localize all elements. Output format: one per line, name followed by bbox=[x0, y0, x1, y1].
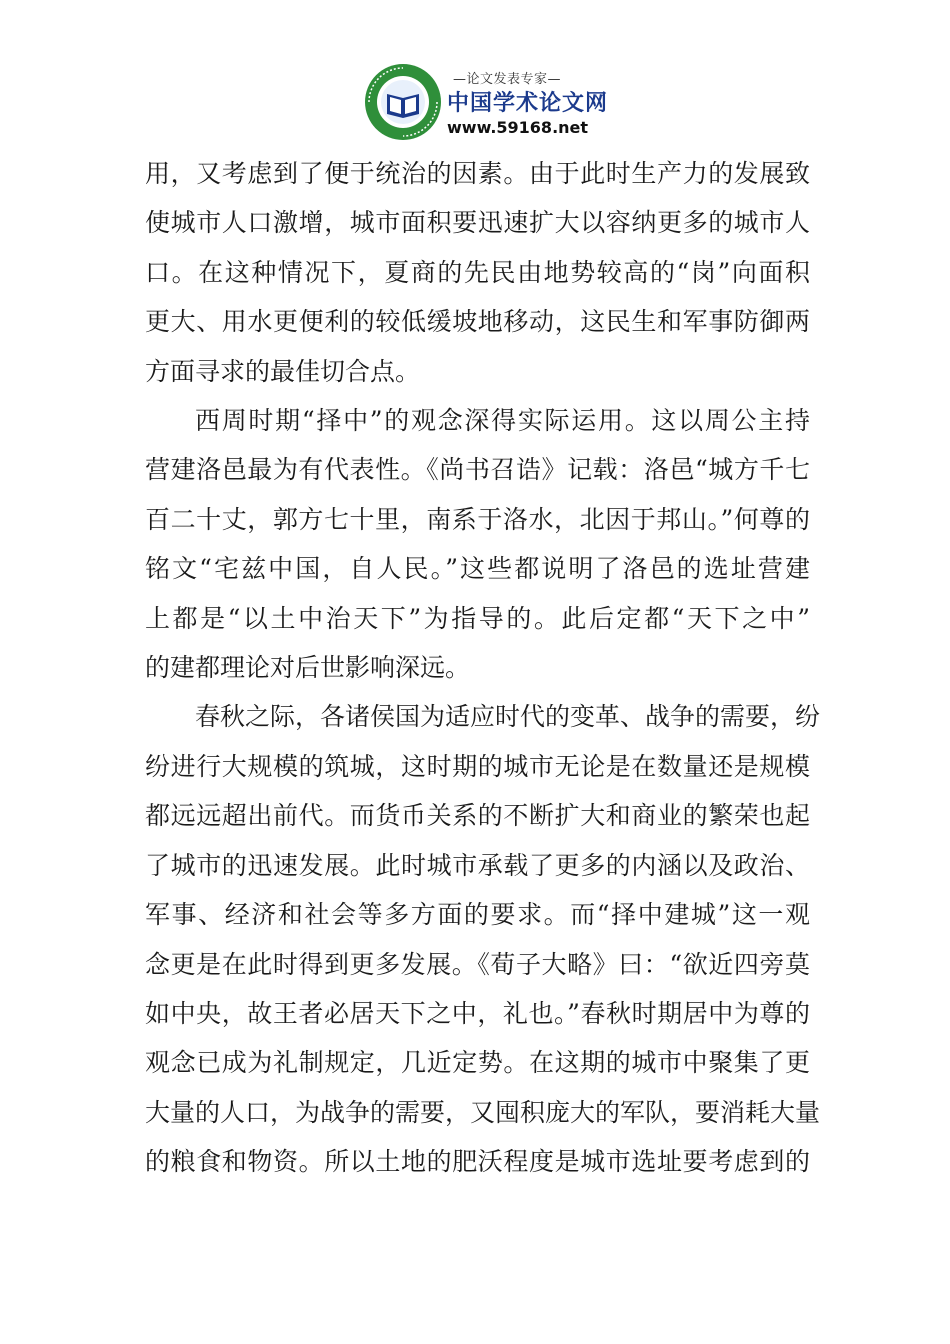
text-line: 百二十丈，郭方七十里，南系于洛水，北因于邦山。”何尊的 bbox=[145, 504, 810, 534]
document-body bbox=[145, 149, 821, 1187]
text-line: 口。在这种情况下，夏商的先民由地势较高的“岗”向面积 bbox=[145, 257, 810, 287]
book-globe-logo-icon bbox=[363, 62, 443, 142]
text-line: 上都是“以土中治天下”为指导的。此后定都“天下之中” bbox=[145, 603, 810, 633]
text-line: 春秋之际，各诸侯国为适应时代的变革、战争的需要，纷 bbox=[195, 702, 821, 732]
paragraph-1 bbox=[145, 149, 810, 396]
paragraph-3 bbox=[145, 692, 821, 1186]
text-line: 纷进行大规模的筑城，这时期的城市无论是在数量还是规模 bbox=[145, 751, 810, 781]
text-line: 使城市人口激增，城市面积要迅速扩大以容纳更多的城市人 bbox=[145, 208, 810, 238]
text-line: 了城市的迅速发展。此时城市承载了更多的内涵以及政治、 bbox=[145, 850, 810, 880]
text-line: 如中央，故王者必居天下之中，礼也。”春秋时期居中为尊的 bbox=[145, 998, 810, 1028]
text-line: 大量的人口，为战争的需要，又囤积庞大的军队，要消耗大量 bbox=[145, 1097, 821, 1127]
text-line: 的建都理论对后世影响深远。 bbox=[145, 653, 471, 683]
text-line: 营建洛邑最为有代表性。《尚书召诰》记载：洛邑“城方千七 bbox=[145, 455, 810, 485]
text-line: 军事、经济和社会等多方面的要求。而“择中建城”这一观 bbox=[145, 900, 810, 930]
text-line: 更大、用水更便利的较低缓坡地移动，这民生和军事防御两 bbox=[145, 307, 810, 337]
paragraph-2 bbox=[145, 396, 810, 692]
text-line: 用，又考虑到了便于统治的因素。由于此时生产力的发展致 bbox=[145, 159, 810, 188]
site-logo bbox=[363, 62, 609, 144]
text-line: 铭文“宅兹中国，自人民。”这些都说明了洛邑的选址营建 bbox=[145, 554, 810, 584]
logo-url: www.59168.net bbox=[447, 118, 589, 137]
logo-slogan: —论文发表专家— bbox=[453, 72, 562, 87]
text-line: 方面寻求的最佳切合点。 bbox=[145, 356, 421, 386]
text-line: 都远远超出前代。而货币关系的不断扩大和商业的繁荣也起 bbox=[145, 801, 810, 831]
text-line: 的粮食和物资。所以土地的肥沃程度是城市选址要考虑到的 bbox=[145, 1147, 810, 1177]
text-line: 西周时期“择中”的观念深得实际运用。这以周公主持 bbox=[195, 406, 810, 436]
text-line: 念更是在此时得到更多发展。《荀子大略》曰：“欲近四旁莫 bbox=[145, 949, 810, 979]
logo-site-name: 中国学术论文网 bbox=[447, 91, 609, 116]
text-line: 观念已成为礼制规定，几近定势。在这期的城市中聚集了更 bbox=[145, 1048, 810, 1078]
